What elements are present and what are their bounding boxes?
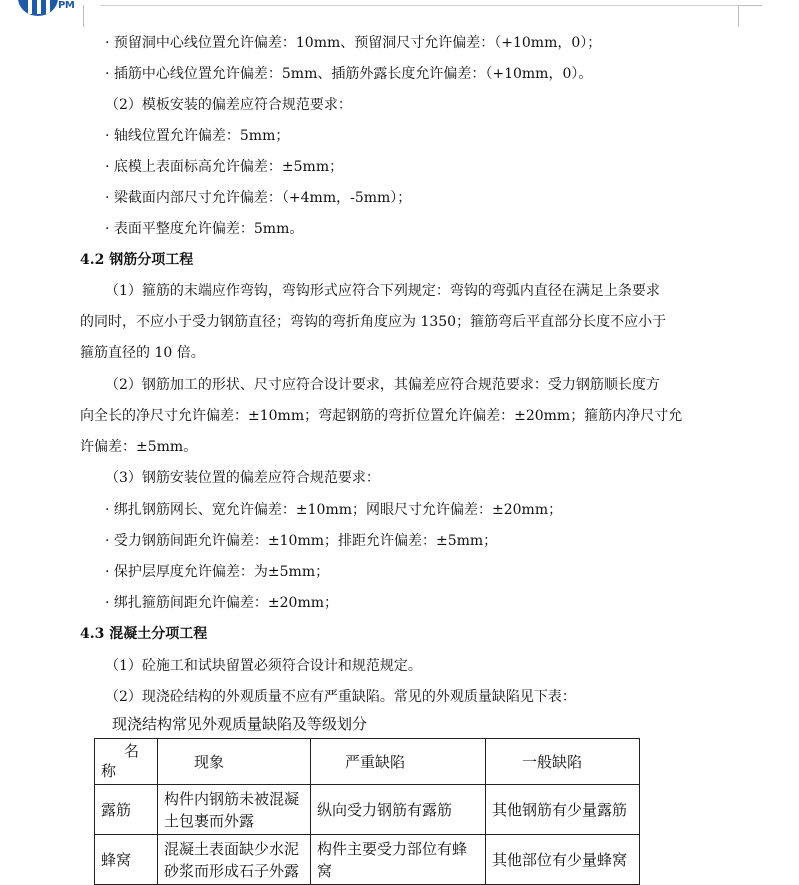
text-line: （1）箍筋的末端应作弯钩，弯钩形式应符合下列规定：弯钩的弯弧内直径在满足上条要求 [105, 283, 660, 299]
text-line: · 梁截面内部尺寸允许偏差：（+4mm，-5mm）； [105, 190, 412, 206]
cell-phenomenon: 混凝土表面缺少水泥砂浆而形成石子外露 [158, 835, 311, 885]
table-caption: 现浇结构常见外观质量缺陷及等级划分 [112, 715, 368, 733]
logo-text: PM [58, 0, 75, 11]
header-general: 一般缺陷 [486, 739, 640, 785]
section-heading: 4.3 混凝土分项工程 [80, 626, 208, 642]
text-line: 向全长的净尺寸允许偏差：±10mm；弯起钢筋的弯折位置允许偏差：±20mm；箍筋内净尺寸允 [80, 408, 683, 424]
company-logo [18, 0, 78, 18]
defects-table [94, 738, 640, 885]
cell-general: 其他部位有少量蜂窝 [486, 835, 640, 885]
cell-general: 其他钢筋有少量露筋 [486, 785, 640, 835]
page-corner-mark-right [738, 5, 739, 27]
text-line: 的同时，不应小于受力钢筋直径；弯钩的弯折角度应为 1350；箍筋弯后平直部分长度不应小于 [80, 314, 667, 330]
text-line: （1）砼施工和试块留置必须符合设计和规范规定。 [105, 658, 422, 674]
text-line: · 表面平整度允许偏差：5mm。 [105, 221, 304, 237]
text-line: （3）钢筋安装位置的偏差应符合规范要求： [105, 470, 380, 486]
cell-name: 露筋 [95, 785, 158, 835]
text-line: · 插筋中心线位置允许偏差：5mm、插筋外露长度允许偏差：（+10mm，0）。 [105, 66, 593, 82]
header-rule [100, 5, 740, 6]
cell-name: 蜂窝 [95, 835, 158, 885]
text-line: （2）钢筋加工的形状、尺寸应符合设计要求，其偏差应符合规范要求：受力钢筋顺长度方 [105, 377, 660, 393]
header-phenomenon: 现象 [158, 739, 311, 785]
text-line: （2）模板安装的偏差应符合规范要求： [105, 97, 352, 113]
text-line: · 绑扎箍筋间距允许偏差：±20mm； [105, 595, 338, 611]
header-name: 名 称 [95, 739, 158, 785]
table-header-row [95, 739, 640, 785]
text-line: （2）现浇砼结构的外观质量不应有严重缺陷。常见的外观质量缺陷见下表： [105, 689, 576, 705]
text-line: · 保护层厚度允许偏差：为±5mm； [105, 564, 330, 580]
section-heading: 4.2 钢筋分项工程 [80, 252, 194, 268]
page-edge-mark [740, 5, 762, 6]
table-row [95, 835, 640, 885]
text-line: 许偏差：±5mm。 [80, 439, 198, 455]
text-line: 箍筋直径的 10 倍。 [80, 345, 205, 361]
page-corner-mark-left [83, 5, 84, 27]
cell-phenomenon: 构件内钢筋未被混凝土包裹而外露 [158, 785, 311, 835]
logo-mark [18, 0, 58, 16]
cell-serious: 构件主要受力部位有蜂窝 [311, 835, 486, 885]
text-line: · 轴线位置允许偏差：5mm； [105, 128, 290, 144]
header-serious: 严重缺陷 [311, 739, 486, 785]
text-line: · 绑扎钢筋网长、宽允许偏差：±10mm；网眼尺寸允许偏差：±20mm； [105, 502, 563, 518]
text-line: · 受力钢筋间距允许偏差：±10mm；排距允许偏差：±5mm； [105, 533, 498, 549]
cell-serious: 纵向受力钢筋有露筋 [311, 785, 486, 835]
table-row [95, 785, 640, 835]
text-line: · 预留洞中心线位置允许偏差：10mm、预留洞尺寸允许偏差：（+10mm，0）； [105, 35, 602, 51]
text-line: · 底模上表面标高允许偏差：±5mm； [105, 159, 344, 175]
